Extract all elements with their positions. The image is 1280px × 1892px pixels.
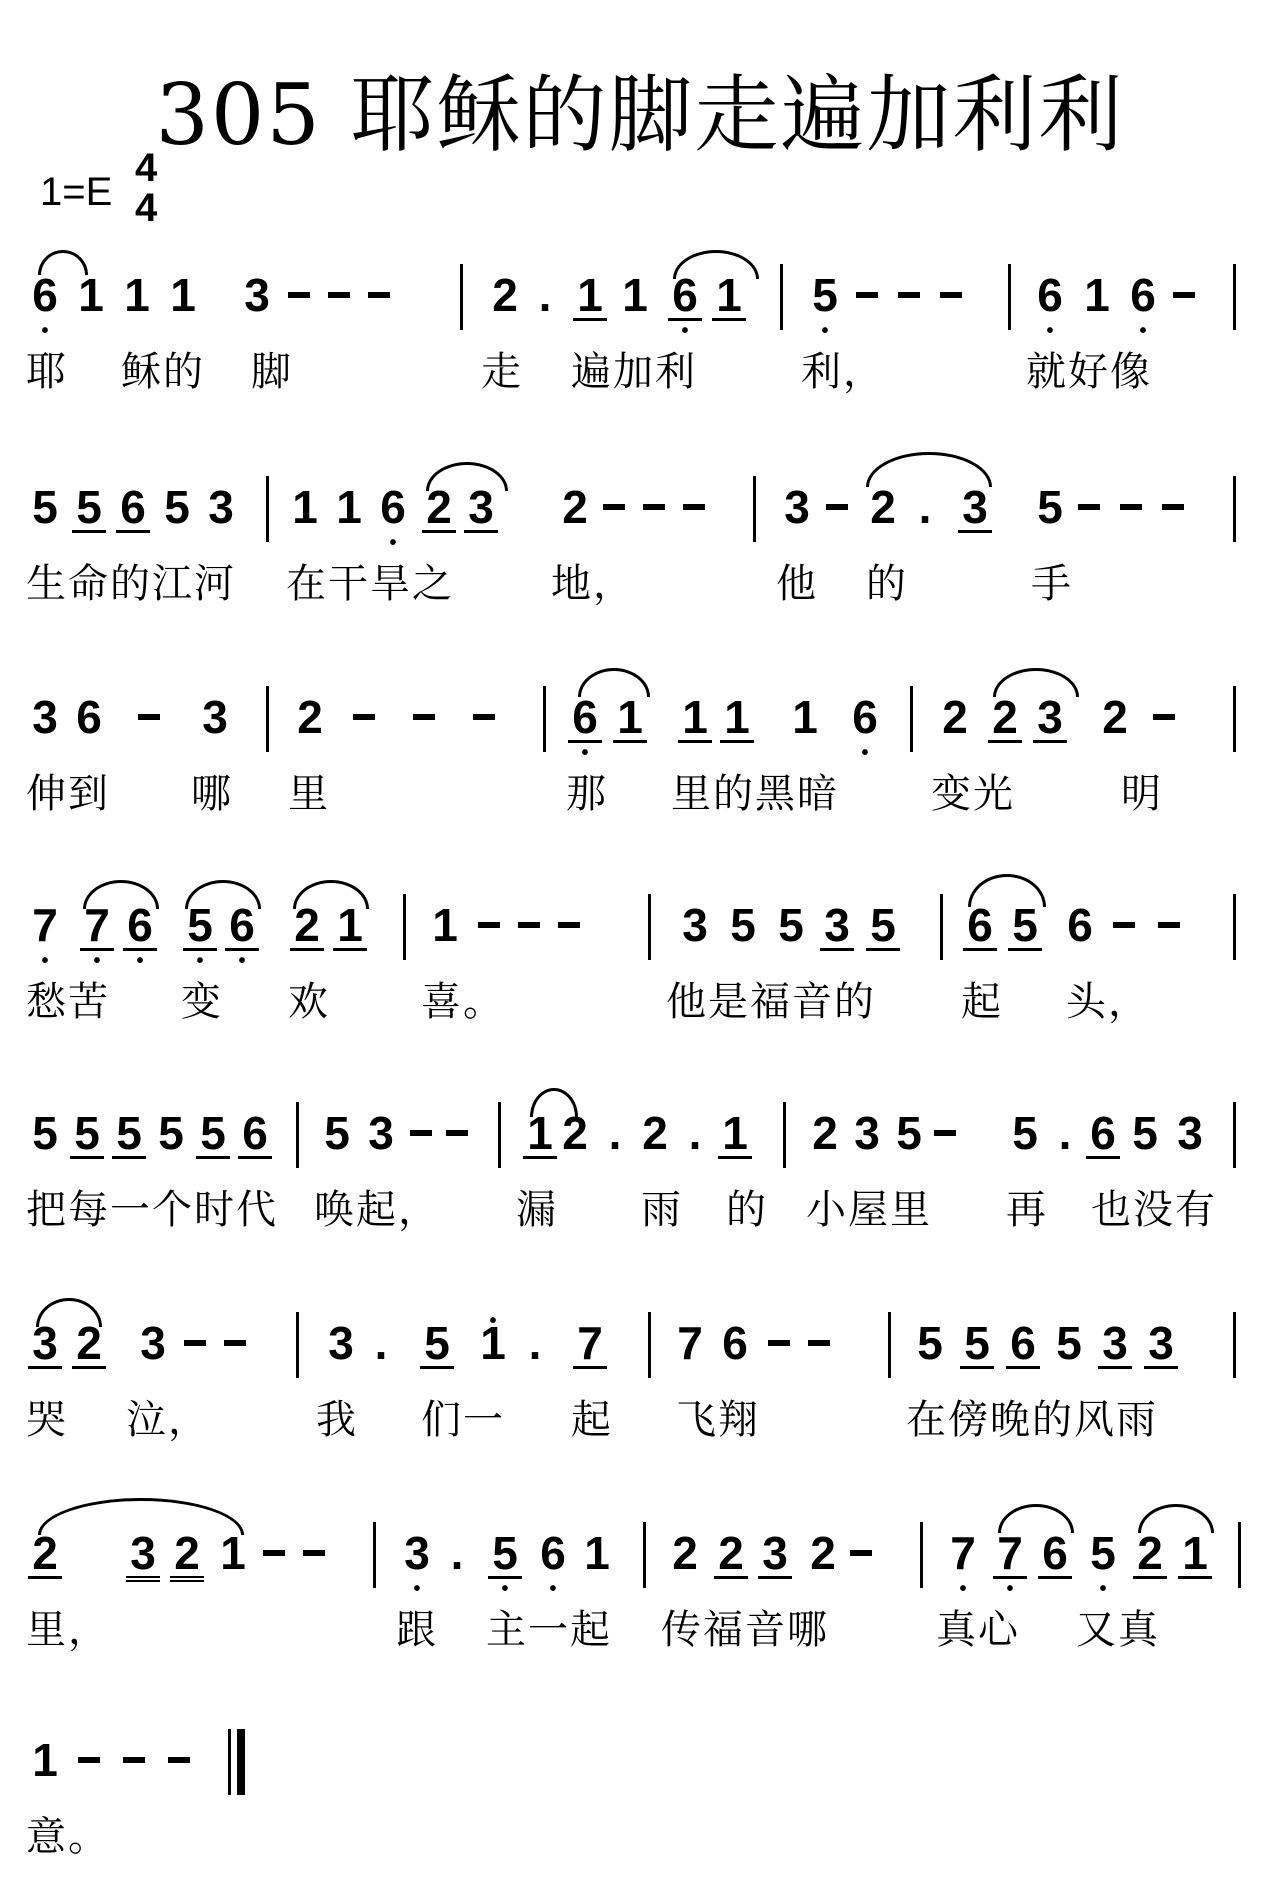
lyric: 真心 — [936, 1607, 1020, 1653]
note: 2 — [297, 691, 323, 743]
key-signature: 1=E — [40, 170, 113, 214]
lyric: 头， — [1066, 979, 1150, 1025]
bar-line — [1233, 1102, 1236, 1168]
dash — [224, 1340, 246, 1346]
note: 1 — [170, 269, 196, 321]
note: 2 — [492, 269, 518, 321]
note: 1 — [720, 694, 754, 743]
bar-line — [888, 1312, 891, 1378]
bar-line — [753, 476, 756, 542]
bar-line — [910, 686, 913, 752]
lyric: 跟 — [396, 1607, 438, 1653]
note: • 1 — [476, 1320, 510, 1366]
lyrics-row — [26, 340, 1256, 400]
bar-line — [920, 1522, 923, 1588]
bar-line — [780, 264, 783, 330]
note: 6 • — [568, 694, 602, 743]
dash — [353, 714, 375, 720]
score-line-4 — [0, 880, 1280, 1040]
lyric: 明 — [1121, 771, 1163, 817]
dash — [934, 1130, 956, 1136]
note: 2 — [988, 694, 1022, 743]
lyric: 里的黑暗 — [671, 771, 839, 817]
note: 3 — [1033, 694, 1067, 743]
dash — [1158, 922, 1180, 928]
note: 5 — [1132, 1107, 1158, 1159]
lyrics-row — [26, 1805, 1256, 1865]
lyric: 欢 — [288, 979, 330, 1025]
note: 3 — [328, 1317, 354, 1369]
note: 6 • — [1126, 272, 1160, 318]
note: 3 — [758, 1530, 792, 1579]
note: 5 — [1012, 1107, 1038, 1159]
lyric: 走 — [481, 349, 523, 395]
score-line-2 — [0, 462, 1280, 622]
note: 2 — [28, 1530, 62, 1579]
dash — [78, 1757, 100, 1763]
lyric: 泣， — [126, 1397, 210, 1443]
bar-line — [1233, 264, 1236, 330]
dash — [768, 1340, 790, 1346]
note: 5 — [1037, 481, 1063, 533]
lyric: 他是福音的 — [666, 979, 876, 1025]
lyric: 起 — [571, 1397, 613, 1443]
lyric: 愁苦 — [26, 979, 110, 1025]
bar-line — [296, 1102, 299, 1168]
note: 6 — [1006, 1320, 1040, 1369]
lyric: 们一 — [421, 1397, 505, 1443]
final-bar-line — [228, 1729, 241, 1795]
score-line-1 — [0, 250, 1280, 410]
dash — [643, 504, 665, 510]
dash — [1173, 292, 1195, 298]
lyrics-row — [26, 1388, 1256, 1448]
lyric: 起 — [961, 979, 1003, 1025]
note: 7 — [677, 1317, 703, 1369]
time-signature-bottom: 4 — [135, 186, 158, 230]
notation-row — [28, 1298, 1258, 1388]
note: . — [918, 481, 932, 533]
note: 3 — [784, 481, 810, 533]
note: 5 • — [1086, 1530, 1120, 1576]
lyric: 稣的 — [121, 349, 205, 395]
note: 5 — [866, 902, 900, 951]
note: 1 — [523, 1110, 557, 1159]
lyric: 唤起， — [314, 1187, 440, 1233]
note: 3 — [28, 1320, 62, 1369]
note: 3 — [958, 484, 992, 533]
bar-line — [1238, 1522, 1241, 1588]
note: 1 — [678, 694, 712, 743]
lyrics-row — [26, 762, 1256, 822]
dash — [1120, 504, 1142, 510]
note: 2 — [170, 1530, 204, 1582]
note: . — [608, 1107, 622, 1159]
score-line-5 — [0, 1088, 1280, 1248]
lyric: 主一起 — [486, 1607, 612, 1653]
lyric: 又真 — [1076, 1607, 1160, 1653]
bar-line — [1008, 264, 1011, 330]
dash — [263, 1550, 285, 1556]
lyric: 把每一个时代 — [26, 1187, 278, 1233]
note: . — [450, 1527, 464, 1579]
bar-line — [543, 686, 546, 752]
dash — [898, 292, 920, 298]
song-title: 305 耶稣的脚走遍加利利 — [155, 66, 1125, 164]
lyric: 喜。 — [421, 979, 505, 1025]
note: 7 • — [80, 902, 114, 951]
note: 3 — [464, 484, 498, 533]
note: 1 — [1178, 1530, 1212, 1579]
note: 3 — [126, 1530, 160, 1582]
lyric: 地， — [551, 561, 635, 607]
dash — [410, 1130, 432, 1136]
note: 1 — [1084, 269, 1110, 321]
dash — [1162, 504, 1184, 510]
note: 3 — [208, 481, 234, 533]
note: . — [1058, 1107, 1072, 1159]
note: 5 — [1056, 1317, 1082, 1369]
note: 6 • — [28, 272, 62, 318]
dash — [288, 292, 310, 298]
note: 5 — [196, 1110, 230, 1159]
note: 1 — [432, 899, 458, 951]
note: 2 — [290, 902, 324, 951]
note: 2 — [562, 481, 588, 533]
note: 6 • — [376, 484, 410, 530]
note: . — [538, 269, 552, 321]
dash — [328, 292, 350, 298]
note: 1 — [336, 481, 362, 533]
score-line-7 — [0, 1508, 1280, 1668]
lyric: 手 — [1031, 561, 1073, 607]
note: 1 — [622, 269, 648, 321]
note: 5 • — [183, 902, 217, 951]
notation-row — [28, 250, 1258, 340]
note: 1 — [32, 1734, 58, 1786]
bar-line — [266, 686, 269, 752]
note: 5 — [72, 484, 106, 533]
note: 3 — [1144, 1320, 1178, 1369]
note: 6 • — [1033, 272, 1067, 318]
note: 7 • — [946, 1530, 980, 1576]
lyric: 再 — [1006, 1187, 1048, 1233]
lyric: 在傍晚的风雨 — [906, 1397, 1158, 1443]
note: 3 — [1098, 1320, 1132, 1369]
bar-line — [373, 1522, 376, 1588]
dash — [808, 1340, 830, 1346]
dash — [1113, 922, 1135, 928]
note: 5 — [896, 1107, 922, 1159]
lyric: 哭 — [26, 1397, 68, 1443]
notation-row — [28, 462, 1258, 552]
score-line-6 — [0, 1298, 1280, 1458]
dash — [123, 1757, 145, 1763]
bar-line — [1233, 686, 1236, 752]
dash — [138, 714, 160, 720]
lyric: 我 — [316, 1397, 358, 1443]
lyric: 那 — [566, 771, 608, 817]
note: 2 — [422, 484, 456, 533]
note: 6 — [722, 1317, 748, 1369]
dash — [940, 292, 962, 298]
note: . — [688, 1107, 702, 1159]
lyric: 的 — [866, 561, 908, 607]
note: 2 — [812, 1107, 838, 1159]
bar-line — [648, 894, 651, 960]
dash — [856, 292, 878, 298]
lyric: 意。 — [26, 1814, 110, 1860]
score-line-3 — [0, 672, 1280, 832]
note: 1 — [333, 902, 367, 951]
dash — [446, 1130, 468, 1136]
note: 3 — [140, 1317, 166, 1369]
lyric: 传福音哪 — [661, 1607, 829, 1653]
note: 5 — [778, 899, 804, 951]
note: 5 — [420, 1320, 454, 1369]
lyric: 生命的江河 — [26, 561, 236, 607]
note: 3 — [820, 902, 854, 951]
note: 2 — [942, 691, 968, 743]
dash — [1153, 714, 1175, 720]
note: 2 — [562, 1107, 588, 1159]
notation-row — [28, 1715, 1258, 1805]
note: 1 — [124, 269, 150, 321]
note: 6 — [238, 1110, 272, 1159]
notation-row — [28, 672, 1258, 762]
lyric: 遍加利 — [571, 349, 697, 395]
note: 1 — [613, 694, 647, 743]
note: 6 • — [123, 902, 157, 951]
note: 5 — [164, 481, 190, 533]
lyric: 飞翔 — [676, 1397, 760, 1443]
lyric: 变 — [181, 979, 223, 1025]
note: 6 • — [225, 902, 259, 951]
lyrics-row — [26, 552, 1256, 612]
lyric: 就好像 — [1026, 349, 1152, 395]
notation-row — [28, 1508, 1258, 1598]
score-line-8 — [0, 1715, 1280, 1875]
lyric: 伸到 — [26, 771, 110, 817]
lyric: 哪 — [191, 771, 233, 817]
note: . — [374, 1317, 388, 1369]
note: 1 — [292, 481, 318, 533]
note: 2 — [672, 1527, 698, 1579]
note: 5 — [324, 1107, 350, 1159]
note: 1 — [712, 272, 746, 321]
note: 7 • — [28, 902, 62, 948]
dash — [683, 504, 705, 510]
dash — [558, 922, 580, 928]
lyric: 也没有 — [1091, 1187, 1217, 1233]
bar-line — [460, 264, 463, 330]
dash — [413, 714, 435, 720]
note: 7 — [573, 1320, 607, 1369]
note: 1 — [78, 269, 104, 321]
note: 6 — [1067, 899, 1093, 951]
lyric: 变光 — [931, 771, 1015, 817]
dash — [603, 504, 625, 510]
note: 3 — [854, 1107, 880, 1159]
note: . — [528, 1317, 542, 1369]
lyric: 的 — [726, 1187, 768, 1233]
note: 6 — [76, 691, 102, 743]
note: 2 — [714, 1530, 748, 1579]
dash — [473, 714, 495, 720]
note: 2 — [1133, 1530, 1167, 1579]
note: 1 — [792, 691, 818, 743]
dash — [518, 922, 540, 928]
note: 5 — [730, 899, 756, 951]
bar-line — [403, 894, 406, 960]
note: 6 — [963, 902, 997, 951]
lyrics-row — [26, 1178, 1256, 1238]
note: 5 • — [808, 272, 842, 318]
notation-row — [28, 880, 1258, 970]
time-signature — [135, 148, 157, 228]
dash — [826, 504, 848, 510]
bar-line — [643, 1522, 646, 1588]
note: 3 — [368, 1107, 394, 1159]
lyric: 里， — [26, 1607, 110, 1653]
note: 1 — [584, 1527, 610, 1579]
dash — [850, 1550, 872, 1556]
bar-line — [940, 894, 943, 960]
lyric: 漏 — [516, 1187, 558, 1233]
notation-row — [28, 1088, 1258, 1178]
note: 6 — [116, 484, 150, 533]
note: 2 — [72, 1320, 106, 1369]
bar-line — [783, 1102, 786, 1168]
bar-line — [1233, 1312, 1236, 1378]
lyric: 在干旱之 — [286, 561, 454, 607]
note: 6 • — [536, 1530, 570, 1576]
dash — [303, 1550, 325, 1556]
note: 3 — [1177, 1107, 1203, 1159]
note: 6 — [1038, 1530, 1072, 1579]
bar-line — [648, 1312, 651, 1378]
note: 2 — [642, 1107, 668, 1159]
note: 5 — [32, 1107, 58, 1159]
lyric: 雨 — [641, 1187, 683, 1233]
bar-line — [296, 1312, 299, 1378]
note: 5 — [70, 1110, 104, 1159]
dash — [368, 292, 390, 298]
lyrics-row — [26, 1598, 1256, 1658]
note: 1 — [220, 1527, 246, 1579]
dash — [184, 1340, 206, 1346]
lyrics-row — [26, 970, 1256, 1030]
note: 2 — [1102, 691, 1128, 743]
time-signature-top: 4 — [135, 146, 158, 190]
note: 3 — [202, 691, 228, 743]
note: 5 — [1008, 902, 1042, 951]
bar-line — [1233, 476, 1236, 542]
note: 3 — [32, 691, 58, 743]
lyric: 里 — [288, 771, 330, 817]
lyric: 利， — [801, 349, 885, 395]
note: 3 — [244, 269, 270, 321]
note: 1 — [718, 1110, 752, 1159]
note: 5 — [917, 1317, 943, 1369]
note: 2 — [810, 1527, 836, 1579]
dash — [168, 1757, 190, 1763]
note: 5 — [960, 1320, 994, 1369]
note: 6 • — [668, 272, 702, 321]
dash — [1078, 504, 1100, 510]
note: 5 — [112, 1110, 146, 1159]
note: 5 • — [488, 1530, 522, 1579]
bar-line — [1233, 894, 1236, 960]
lyric: 他 — [776, 561, 818, 607]
note: 2 — [870, 481, 896, 533]
note: 1 — [573, 272, 607, 321]
note: 7 • — [993, 1530, 1027, 1579]
dash — [478, 922, 500, 928]
lyric: 耶 — [26, 349, 68, 395]
bar-line — [498, 1102, 501, 1168]
bar-line — [266, 476, 269, 542]
lyric: 脚 — [251, 349, 293, 395]
note: 3 • — [400, 1530, 434, 1576]
note: 6 — [1086, 1110, 1120, 1159]
note: 5 — [158, 1107, 184, 1159]
note: 3 — [682, 899, 708, 951]
lyric: 小屋里 — [806, 1187, 932, 1233]
note: 6 • — [848, 694, 882, 740]
note: 5 — [32, 481, 58, 533]
